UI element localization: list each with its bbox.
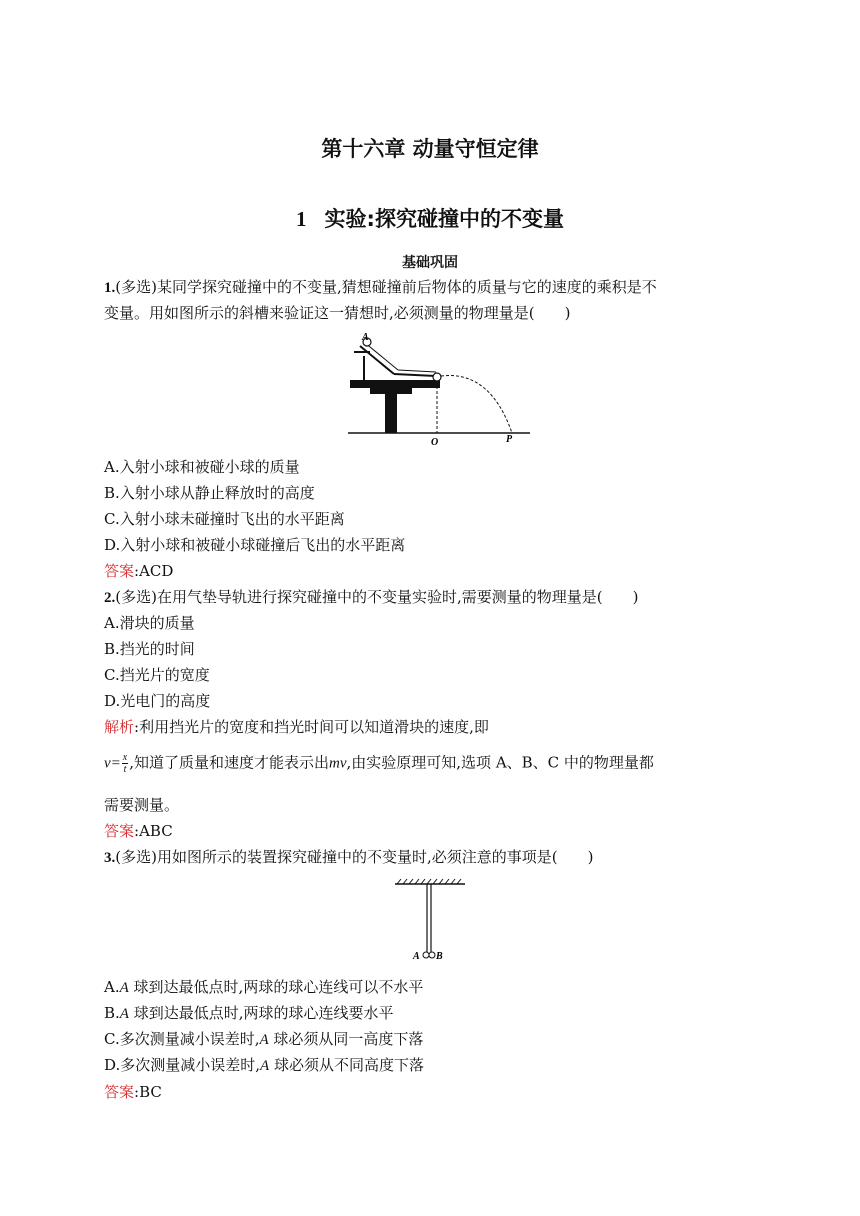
section-title-text: 实验:探究碰撞中的不变量 [324, 207, 564, 231]
section-title [0, 203, 860, 233]
q2-velocity-fraction [122, 752, 128, 775]
fraction-denominator: t [123, 764, 127, 775]
section-number: 1 [296, 207, 307, 231]
q3-option-c-var: A [259, 1032, 269, 1048]
q2-analysis-text1: :利用挡光片的宽度和挡光时间可以知道滑块的速度,即 [134, 718, 489, 736]
q3-option-b-post: 球到达最低点时,两球的球心连线要水平 [128, 1004, 394, 1022]
q3-option-c-pre: C.多次测量减小误差时, [104, 1030, 260, 1048]
q2-stem [104, 587, 638, 608]
q1-label-p: P [506, 434, 513, 445]
q2-answer [104, 821, 173, 841]
q2-option-d: D.光电门的高度 [104, 692, 211, 710]
q2-analysis-label: 解析 [104, 718, 135, 736]
subheading: 基础巩固 [402, 255, 458, 271]
q3-option-a-var: A [119, 980, 129, 996]
q2-option-c: C.挡光片的宽度 [104, 666, 210, 684]
q1-option-a: A.入射小球和被碰小球的质量 [104, 458, 300, 476]
q2-answer-label: 答案 [104, 822, 135, 840]
q1-answer [104, 561, 173, 581]
q3-option-a-post: 球到达最低点时,两球的球心连线可以不水平 [128, 978, 424, 996]
q3-option-b [104, 1003, 394, 1024]
q2-answer-value: :ABC [134, 822, 173, 840]
q2-analysis-line3: 需要测量。 [104, 796, 180, 814]
q3-number: 3. [104, 850, 116, 866]
q1-answer-label: 答案 [104, 562, 135, 580]
q3-answer-label: 答案 [104, 1083, 135, 1101]
q3-option-d-post: 球必须从不同高度下落 [269, 1056, 424, 1074]
q3-pendulum-figure [390, 878, 470, 966]
q3-label-b: B [436, 951, 443, 962]
q3-option-d-var: A [260, 1058, 270, 1074]
q1-inclined-groove-figure [340, 330, 540, 446]
q3-option-b-var: A [119, 1006, 129, 1022]
q2-stem-text: (多选)在用气垫导轨进行探究碰撞中的不变量实验时,需要测量的物理量是( ) [115, 588, 639, 606]
q2-number: 2. [104, 590, 116, 606]
q3-option-a [104, 977, 423, 998]
q2-option-a: A.滑块的质量 [104, 614, 195, 632]
q3-answer-value: :BC [134, 1083, 162, 1101]
q3-option-c [104, 1029, 423, 1050]
q1-stem-line1 [104, 277, 657, 298]
q3-stem-text: (多选)用如图所示的装置探究碰撞中的不变量时,必须注意的事项是( ) [115, 848, 594, 866]
q1-option-d: D.入射小球和被碰小球碰撞后飞出的水平距离 [104, 536, 406, 554]
fraction-numerator: x [122, 752, 128, 763]
chapter-title: 第十六章 动量守恒定律 [321, 137, 539, 161]
q2-analysis-line2 [104, 752, 654, 775]
q2-analysis-text2b: ,由实验原理可知,选项 A、B、C 中的物理量都 [346, 753, 654, 772]
q3-option-b-pre: B. [104, 1004, 120, 1022]
q1-label-o: O [431, 437, 439, 446]
q1-stem-line2: 变量。用如图所示的斜槽来验证这一猜想时,必须测量的物理量是( ) [104, 304, 571, 322]
q2-option-b: B.挡光的时间 [104, 640, 195, 658]
q2-velocity-symbol: v= [104, 755, 121, 772]
q1-label-a: A [362, 332, 369, 343]
q3-option-d [104, 1055, 424, 1076]
q1-stem-text1: (多选)某同学探究碰撞中的不变量,猜想碰撞前后物体的质量与它的速度的乘积是不 [115, 278, 657, 296]
q3-label-a: A [413, 951, 420, 962]
q3-answer [104, 1082, 162, 1102]
q2-momentum-symbol: mv [329, 755, 347, 772]
q2-analysis-line1 [104, 717, 489, 737]
q3-stem [104, 847, 593, 868]
q1-answer-value: :ACD [134, 562, 174, 580]
q1-option-c: C.入射小球未碰撞时飞出的水平距离 [104, 510, 345, 528]
q3-option-c-post: 球必须从同一高度下落 [268, 1030, 424, 1048]
q1-number: 1. [104, 280, 116, 296]
q2-analysis-text2a: ,知道了质量和速度才能表示出 [129, 753, 330, 772]
q3-option-d-pre: D.多次测量减小误差时, [104, 1056, 261, 1074]
q3-option-a-pre: A. [104, 978, 120, 996]
q1-option-b: B.入射小球从静止释放时的高度 [104, 484, 315, 502]
